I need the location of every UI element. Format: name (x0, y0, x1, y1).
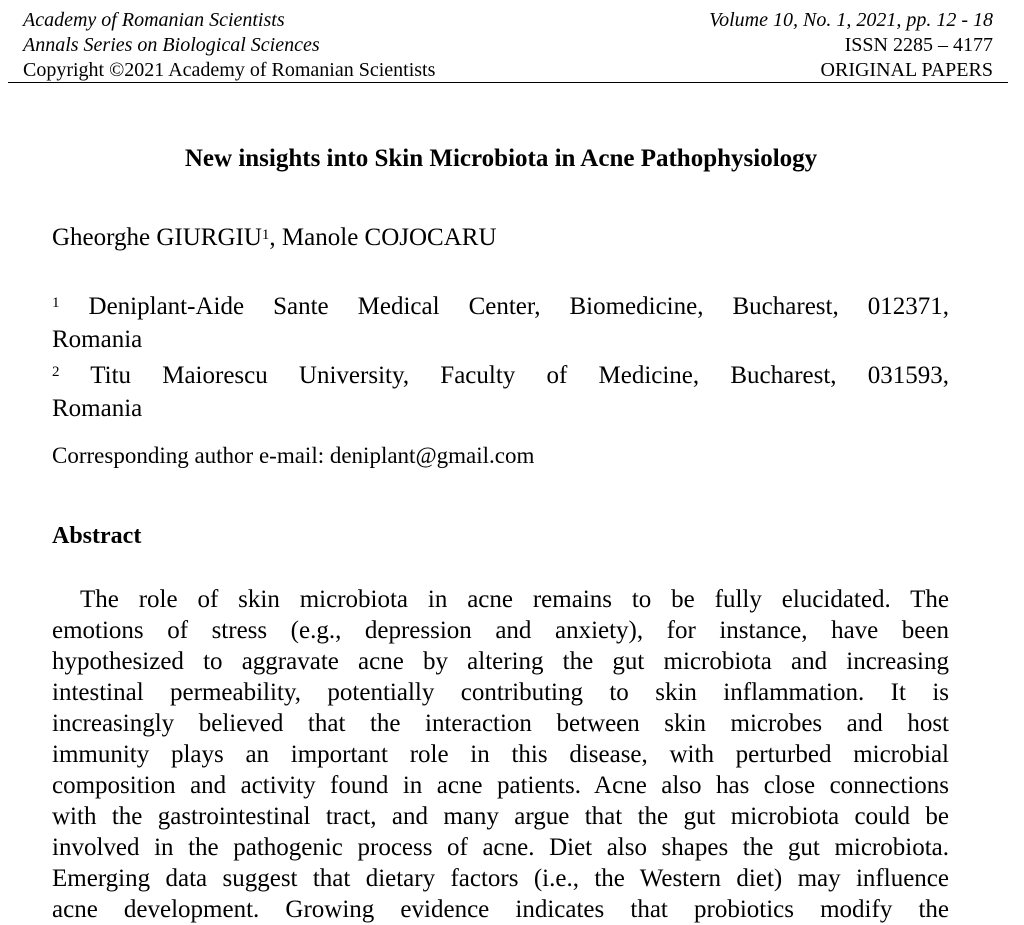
abstract-heading: Abstract (52, 523, 142, 549)
page-header (8, 0, 1008, 83)
abstract-line: Emerging data suggest that dietary factors (i.e., the Western diet) may influence (52, 865, 949, 892)
abstract-line: increasingly believed that the interaction between skin microbes and host (52, 710, 949, 737)
abstract-line: emotions of stress (e.g., depression and anxiety), for instance, have been (52, 617, 949, 644)
issn: ISSN 2285 – 4177 (844, 34, 993, 56)
affiliation-2-marker: 2 (52, 364, 60, 380)
abstract-line: hypothesized to aggravate acne by altering the gut microbiota and increasing (52, 648, 949, 675)
abstract-line: acne development. Growing evidence indicates that probiotics modify the (52, 896, 949, 923)
abstract-line: The role of skin microbiota in acne remains to be fully elucidated. The (80, 586, 949, 613)
author-1: Gheorghe GIURGIU (52, 224, 262, 251)
abstract-line: immunity plays an important role in this disease, with perturbed microbial (52, 741, 949, 768)
volume-info: Volume 10, No. 1, 2021, pp. 12 - 18 (709, 9, 993, 31)
author-1-affiliation-marker: 1 (261, 227, 270, 243)
copyright-line: Copyright ©2021 Academy of Romanian Scientists (23, 59, 436, 81)
affiliation-2-text: Titu Maiorescu University, Faculty of Medicine, Bucharest, 031593, (90, 362, 949, 389)
affiliation-2-country: Romania (52, 395, 143, 422)
section-label: ORIGINAL PAPERS (820, 59, 993, 81)
affiliation-1 (52, 290, 949, 356)
abstract-line: intestinal permeability, potentially contributing to skin inflammation. It is (52, 679, 949, 706)
abstract-line: composition and activity found in acne patients. Acne also has close connections (52, 772, 949, 799)
affiliation-1-country: Romania (52, 326, 143, 353)
journal-series: Annals Series on Biological Sciences (23, 34, 320, 56)
author-separator: , (269, 224, 282, 251)
corresponding-email: Corresponding author e-mail: deniplant@gmail.com (52, 443, 535, 468)
author-2: Manole COJOCARU (281, 224, 497, 251)
author-list (52, 222, 497, 254)
journal-name: Academy of Romanian Scientists (23, 9, 285, 31)
abstract-line: involved in the pathogenic process of acne. Diet also shapes the gut microbiota. (52, 834, 949, 861)
affiliation-1-marker: 1 (52, 295, 60, 311)
affiliation-1-text: Deniplant-Aide Sante Medical Center, Biomedicine, Bucharest, 012371, (88, 293, 949, 320)
paper-title: New insights into Skin Microbiota in Acne Pathophysiology (184, 145, 818, 172)
abstract-body (52, 584, 949, 925)
abstract-line: with the gastrointestinal tract, and many argue that the gut microbiota could be (52, 803, 949, 830)
affiliation-2 (52, 359, 949, 425)
